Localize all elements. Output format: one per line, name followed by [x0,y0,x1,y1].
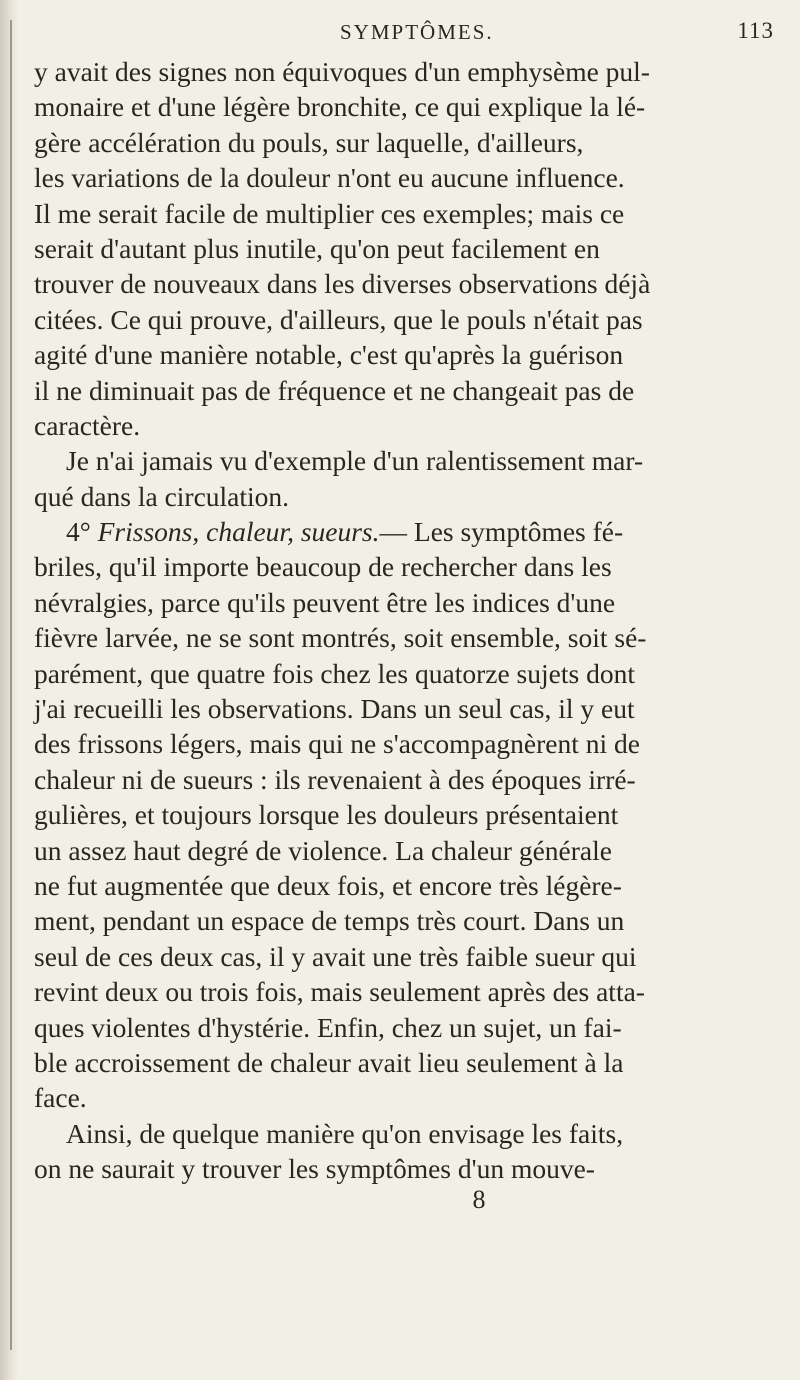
text-line: les variations de la douleur n'ont eu aucune influence. [34,162,625,194]
text-line: Je n'ai jamais vu d'exemple d'un ralentissement mar- [66,445,644,477]
running-header [34,14,774,54]
text-line: un assez haut degré de violence. La chaleur générale [34,834,612,866]
text-line: chaleur ni de sueurs : ils revenaient à des époques irré- [34,763,636,795]
section-number: 4° [66,516,91,548]
text-line: serait d'autant plus inutile, qu'on peut facilement en [34,232,600,264]
text-line: seul de ces deux cas, il y avait une très faible sueur qui [34,940,637,972]
text-line: ble accroissement de chaleur avait lieu seulement à la [34,1046,624,1078]
text-line: gère accélération du pouls, sur laquelle, d'ailleurs, [34,126,584,158]
text-line: des frissons légers, mais qui ne s'accompagnèrent ni de [34,728,640,760]
body-text [34,54,774,1187]
text-line: trouver de nouveaux dans les diverses observations déjà [34,268,651,300]
text-line: caractère. [34,409,141,441]
text-line: gulières, et toujours lorsque les douleurs présentaient [34,799,619,831]
section-heading: Frissons, chaleur, sueurs. [97,516,380,548]
text-line: y avait des signes non équivoques d'un emphysème pul- [34,56,650,87]
text-line: face. [34,1082,87,1114]
text-line: ne fut augmentée que deux fois, et encore très légère- [34,869,622,901]
text-line: il ne diminuait pas de fréquence et ne changeait pas de [34,374,635,406]
text-line: parément, que quatre fois chez les quatorze sujets dont [34,657,635,689]
text-line: névralgies, parce qu'ils peuvent être les indices d'une [34,586,616,618]
text-line: agité d'une manière notable, c'est qu'après la guérison [34,339,624,371]
text-line: monaire et d'une légère bronchite, ce qui explique la lé- [34,91,646,123]
text-line: citées. Ce qui prouve, d'ailleurs, que le pouls n'était pas [34,303,643,335]
signature-mark: 8 [472,1184,486,1214]
running-title: SYMPTÔMES. [340,20,494,44]
page-number: 113 [737,18,774,43]
text-line: j'ai recueilli les observations. Dans un seul cas, il y eut [34,693,635,725]
text-line: on ne saurait y trouver les symptômes d'un mouve- [34,1153,595,1185]
section-heading-continuation: — Les symptômes fé- [379,516,624,548]
text-line: Ainsi, de quelque manière qu'on envisage les faits, [66,1117,624,1149]
text-line: qué dans la circulation. [34,480,290,512]
text-line: ques violentes d'hystérie. Enfin, chez un sujet, un fai- [34,1011,622,1043]
text-line: briles, qu'il importe beaucoup de rechercher dans les [34,551,612,583]
book-page [34,14,774,1215]
binding-edge-line [10,20,12,1350]
text-line: fièvre larvée, ne se sont montrés, soit ensemble, soit sé- [34,622,647,654]
text-line: Il me serait facile de multiplier ces exemples; mais ce [34,197,625,229]
text-line: ment, pendant un espace de temps très court. Dans un [34,905,625,937]
section-heading-line [34,514,774,549]
page-binding-shadow [0,0,18,1380]
text-line: revint deux ou trois fois, mais seulement après des atta- [34,976,645,1008]
